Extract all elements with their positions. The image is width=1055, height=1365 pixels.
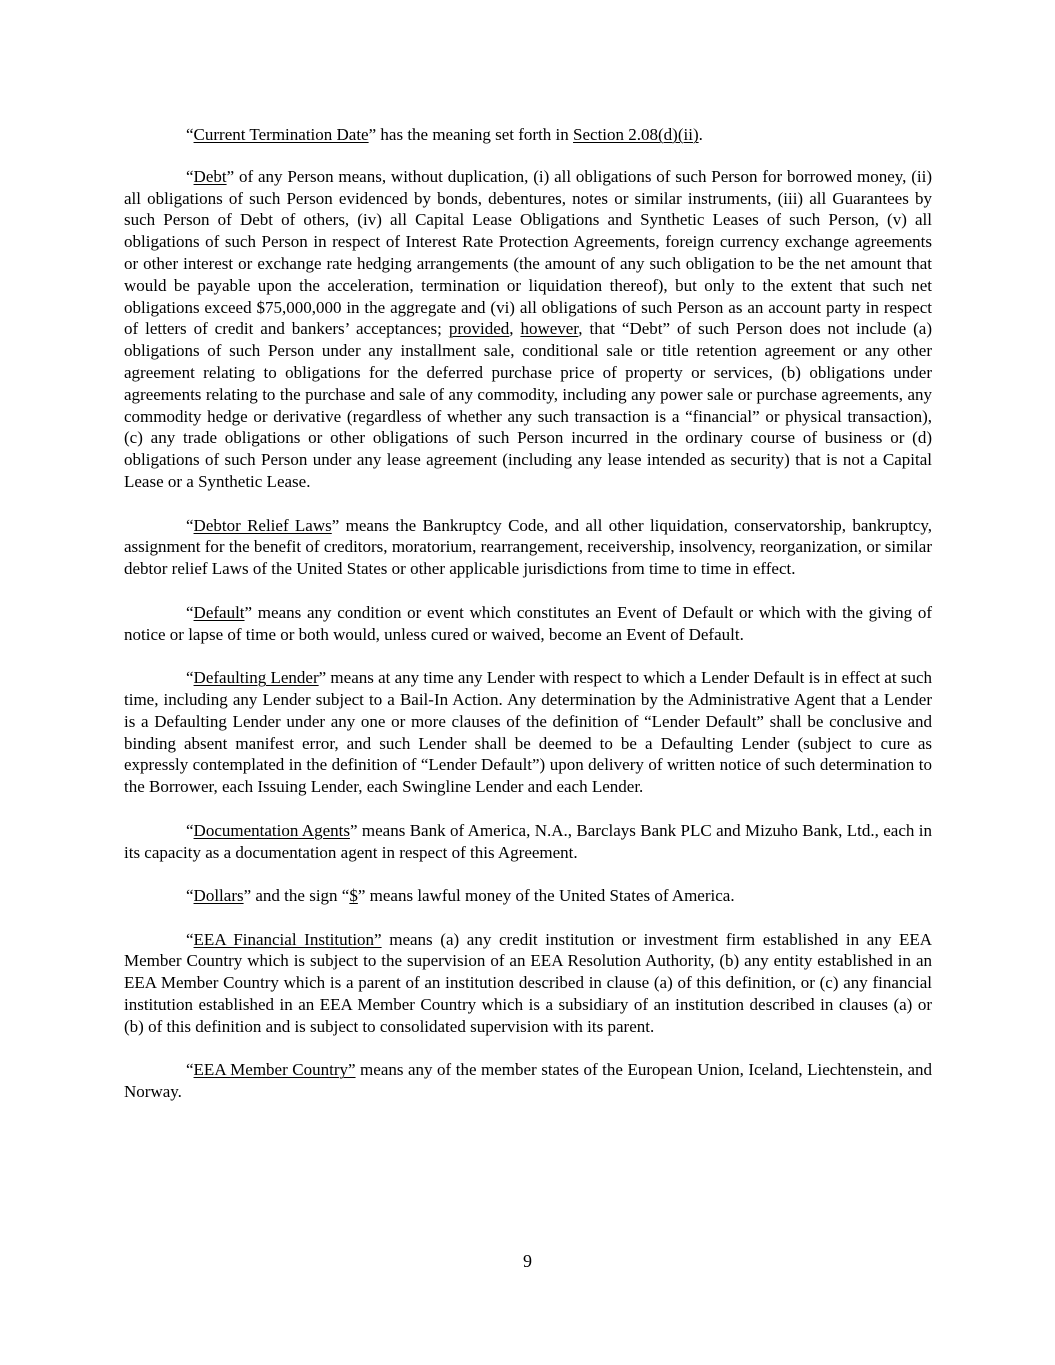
definition-paragraph — [124, 515, 932, 580]
underlined-text: however — [520, 319, 579, 339]
paragraph-text: ” and the sign “ — [243, 886, 350, 906]
definition-paragraph — [124, 602, 932, 646]
defined-term: EEA Member Country” — [193, 1060, 356, 1080]
underlined-text: provided — [448, 319, 510, 339]
paragraph-text: ” has the meaning set forth in — [368, 125, 574, 144]
defined-term: Defaulting Lender — [193, 668, 319, 688]
paragraph-text: ” means lawful money of the United States of America. — [357, 886, 735, 906]
defined-term: Documentation Agents — [193, 820, 350, 840]
definition-paragraph — [124, 166, 932, 493]
paragraph-text: . — [698, 125, 703, 144]
paragraph-text: ” means at any time any Lender with respect to which a Lender Default is in effect at such time, including any Lender subject to a Bail-In Action. Any determination by the Administrative Agent that a Lender is a Defaulting Lender under any one or more clauses of the definition of “Lender Default” shall be conclusive and binding absent manifest error, and such Lender shall be deemed to be a Defaulting Lender (subject to cure as expressly contemplated in the definition of “Lender Default”) upon delivery of written notice of such determination to the Borrower, each Issuing Lender, each Swingline Lender and each Lender. — [124, 668, 932, 797]
defined-term: EEA Financial Institution” — [193, 929, 382, 949]
underlined-text: Section 2.08(d)(ii) — [573, 125, 699, 144]
paragraph-text: “ — [186, 515, 194, 535]
defined-term: Current Termination Date — [193, 125, 369, 144]
paragraph-text: “ — [186, 166, 194, 186]
paragraph-text: “ — [186, 820, 194, 840]
paragraph-text: ” means Bank of America, N.A., Barclays Bank PLC and Mizuho Bank, Ltd., each in its capacity as a documentation agent in respect of this Agreement. — [124, 820, 933, 862]
page-number: 9 — [523, 1251, 532, 1271]
definition-paragraph — [124, 1059, 932, 1103]
paragraph-text: “ — [186, 1060, 194, 1080]
defined-term: Default — [193, 602, 245, 622]
paragraph-text: ” means any condition or event which constitutes an Event of Default or which with the giving of notice or lapse of time or both would, unless cured or waived, become an Event of Default. — [124, 602, 932, 644]
paragraph-text: “ — [186, 602, 194, 622]
paragraph-text: “ — [186, 886, 194, 906]
definition-paragraph — [124, 885, 932, 907]
paragraph-text: “ — [186, 125, 194, 144]
defined-term: Debtor Relief Laws — [193, 515, 332, 535]
defined-term: Dollars — [193, 886, 244, 906]
underlined-text: $ — [349, 886, 358, 906]
paragraph-text: ” of any Person means, without duplication, (i) all obligations of such Person for borrowed money, (ii) all obligations of such Person evidenced by bonds, debentures, notes or similar instruments, (iii) all Guarantees by such Person of Debt of others, (iv) all Capital Lease Obligations and Synthetic Leases of such Person, (v) all obligations of such Person in respect of Interest Rate Protection Agreements, foreign currency exchange agreements or other interest or exchange rate hedging arrangements (the amount of any such obligation to be the net amount that would be payable upon the acceleration, termination or liquidation thereof), but only to the extent that such net obligations exceed $75,000,000 in the aggregate and (vi) all obligations of such Person as an account party in respect of letters of credit and bankers’ acceptances; — [124, 166, 932, 339]
paragraph-text: “ — [186, 929, 194, 949]
paragraph-text: means (a) any credit institution or investment firm established in any EEA Member Country which is subject to the supervision of an EEA Resolution Authority, (b) any entity established in an EEA Member Country which is a parent of an institution described in clause (a) of this definition, or (c) any financial institution established in an EEA Member Country which is a subsidiary of an institution described in clauses (a) or (b) of this definition and is subject to consolidated supervision with its parent. — [124, 929, 932, 1036]
definition-paragraph — [124, 667, 932, 798]
paragraph-text: ” means the Bankruptcy Code, and all other liquidation, conservatorship, bankruptcy, assignment for the benefit of creditors, moratorium, rearrangement, receivership, insolvency, reorganization, or similar debtor relief Laws of the United States or other applicable jurisdictions from time to time in effect. — [124, 515, 932, 579]
definition-paragraph — [124, 124, 932, 146]
definition-paragraph — [124, 820, 932, 864]
paragraph-text: , — [509, 319, 521, 339]
paragraph-text: “ — [186, 668, 194, 688]
defined-term: Debt — [193, 166, 227, 186]
paragraph-text: means any of the member states of the European Union, Iceland, Liechtenstein, and Norway. — [124, 1060, 933, 1102]
definition-paragraph — [124, 929, 932, 1038]
paragraph-text: , that “Debt” of such Person does not include (a) obligations of such Person under any installment sale, conditional sale or title retention agreement or any other agreement relating to obligations for the deferred purchase price of property or services, (b) obligations under agreements relating to the purchase and sale of any commodity, including any power sale or purchase agreements, any commodity hedge or derivative (regardless of whether any such transaction is a “financial” or physical transaction), (c) any trade obligations or other obligations of such Person incurred in the ordinary course of business or (d) obligations of such Person under any lease agreement (including any lease intended as security) that is not a Capital Lease or a Synthetic Lease. — [124, 319, 932, 491]
definitions-list — [124, 124, 932, 1125]
